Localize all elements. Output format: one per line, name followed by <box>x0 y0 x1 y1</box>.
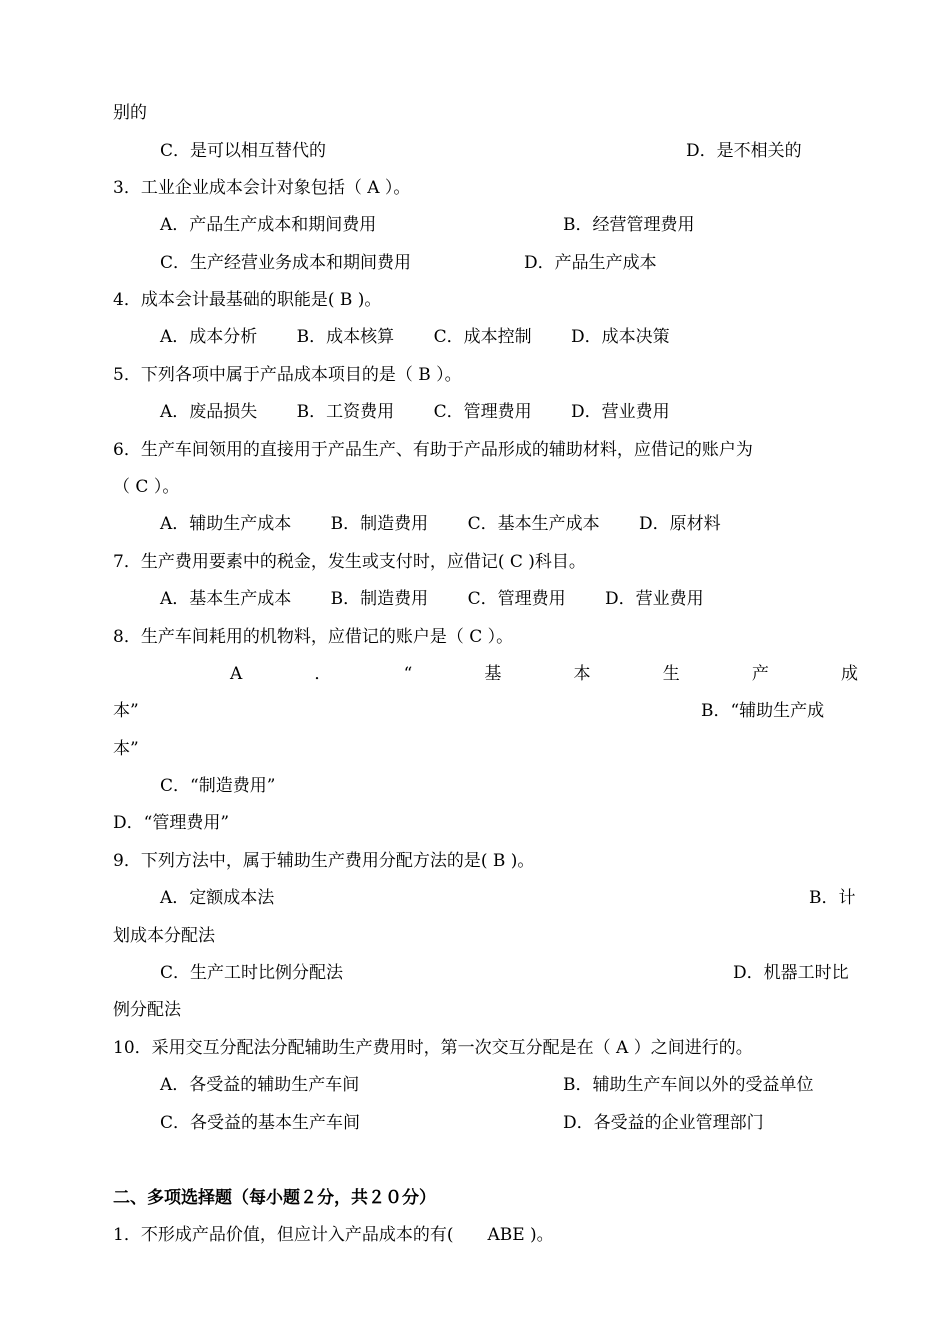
question-6-answer: （ C ）。 <box>113 477 180 497</box>
char: 本 <box>573 664 591 684</box>
options-row: A．基本生产成本 B．制造费用 C．管理费用 D．营业费用 <box>160 589 704 609</box>
char: 产 <box>751 664 769 684</box>
option-d: D．是不相关的 <box>686 141 802 161</box>
question-9: 9．下列方法中，属于辅助生产费用分配方法的是( B )。 <box>113 851 535 871</box>
option-b: B．计 <box>809 888 856 908</box>
option-a: A．产品生产成本和期间费用 <box>160 215 377 235</box>
option-c: C．生产工时比例分配法 <box>160 963 344 983</box>
char: A <box>230 664 243 684</box>
question-7: 7．生产费用要素中的税金，发生或支付时，应借记( C )科目。 <box>113 552 586 572</box>
char: 生 <box>662 664 680 684</box>
option-c: C．“制造费用” <box>160 776 276 796</box>
char: 成 <box>840 664 858 684</box>
question-4: 4．成本会计最基础的职能是( B )。 <box>113 290 382 310</box>
option-d: D．产品生产成本 <box>524 253 657 273</box>
option-a-justified <box>113 663 858 685</box>
option-b-end: 本” <box>113 739 139 759</box>
char: “ <box>403 664 413 684</box>
option-c: C．生产经营业务成本和期间费用 <box>160 253 412 273</box>
char: ． <box>314 664 332 684</box>
option-b: B．经营管理费用 <box>563 215 695 235</box>
option-d-end: 例分配法 <box>113 1000 181 1020</box>
option-b: B．辅助生产车间以外的受益单位 <box>563 1075 814 1095</box>
options-row: A．废品损失 B．工资费用 C．管理费用 D．营业费用 <box>160 402 670 422</box>
text-line: 别的 <box>113 103 147 123</box>
option-a: A．各受益的辅助生产车间 <box>160 1075 360 1095</box>
question-10: 10．采用交互分配法分配辅助生产费用时，第一次交互分配是在（ A ）之间进行的。 <box>113 1038 753 1058</box>
question-multi-1: 1．不形成产品价值，但应计入产品成本的有( ABE )。 <box>113 1225 554 1245</box>
option-c: C．各受益的基本生产车间 <box>160 1113 361 1133</box>
option-b: B．“辅助生产成 <box>701 701 825 721</box>
option-a-end: 本” <box>113 701 139 721</box>
option-a: A．定额成本法 <box>160 888 275 908</box>
question-5: 5．下列各项中属于产品成本项目的是（ B ）。 <box>113 365 462 385</box>
options-row: A．成本分析 B．成本核算 C．成本控制 D．成本决策 <box>160 327 670 347</box>
option-d: D．“管理费用” <box>113 813 230 833</box>
section-heading: 二、多项选择题（每小题２分，共２０分） <box>113 1188 436 1208</box>
option-d: D．机器工时比 <box>733 963 849 983</box>
option-b-end: 划成本分配法 <box>113 926 215 946</box>
question-3: 3．工业企业成本会计对象包括（ A ）。 <box>113 178 411 198</box>
question-8: 8．生产车间耗用的机物料，应借记的账户是（ C ）。 <box>113 627 514 647</box>
question-6: 6．生产车间领用的直接用于产品生产、有助于产品形成的辅助材料，应借记的账户为 <box>113 440 753 460</box>
options-row: A．辅助生产成本 B．制造费用 C．基本生产成本 D．原材料 <box>160 514 721 534</box>
option-c: C．是可以相互替代的 <box>160 141 327 161</box>
option-d: D．各受益的企业管理部门 <box>563 1113 764 1133</box>
char: 基 <box>484 664 502 684</box>
